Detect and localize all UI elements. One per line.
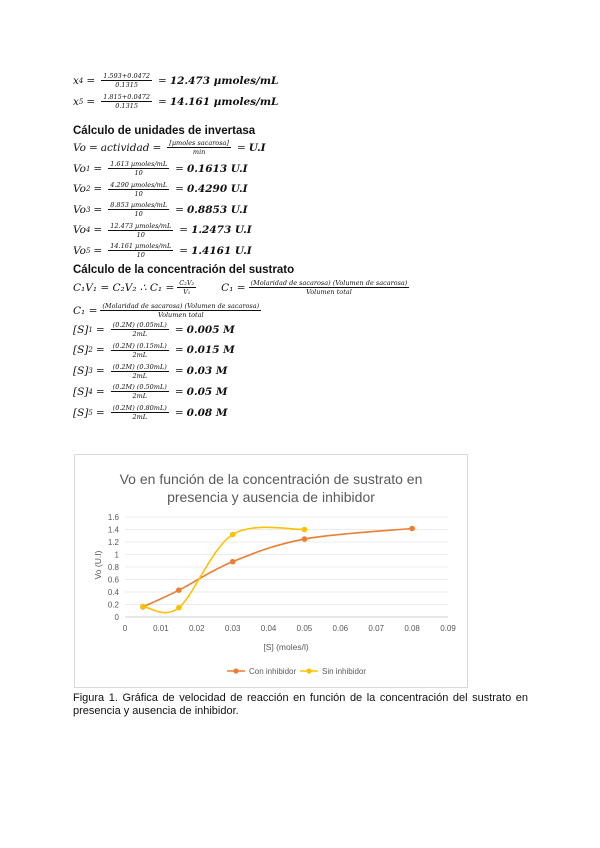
denominator: Volumen total — [306, 288, 352, 296]
chart-title-line2: presencia y ausencia de inhibidor — [167, 489, 375, 505]
equation-s-5: [S] 5 = $\frac{(0.2M) (0.80mL)}{2mL}$ = 0.08 M — [73, 404, 228, 422]
denominator: 2mL — [132, 350, 148, 359]
x-tick-label: 0.09 — [440, 624, 456, 633]
x-tick-label: 0.05 — [296, 624, 313, 633]
denominator: 0.1315 — [115, 81, 138, 89]
x-tick-label: 0.06 — [332, 624, 349, 633]
numerator: 14.161 µmoles/mL — [110, 242, 172, 250]
numerator: [µmoles sacarosa] — [169, 139, 229, 147]
heading-sustrato: Cálculo de la concentración del sustrato — [73, 264, 295, 276]
chart-title-line1: Vo en función de la concentración de sustrato en — [119, 471, 423, 487]
series-line-0 — [143, 528, 412, 606]
data-point — [230, 559, 236, 565]
denominator: 2mL — [132, 371, 148, 380]
fraction — [108, 242, 173, 259]
denominator: 10 — [134, 210, 143, 218]
fraction — [101, 93, 152, 110]
numerator: 4.290 µmoles/mL — [110, 180, 168, 189]
term: actividad — [100, 141, 150, 154]
fraction — [101, 72, 152, 89]
subscript: 4 — [78, 76, 84, 85]
y-tick-label: 1.4 — [107, 525, 119, 535]
var: [S] — [73, 344, 89, 357]
y-tick-label: 0.8 — [107, 563, 119, 572]
chart-grid — [125, 517, 448, 617]
denominator: 0.1315 — [115, 102, 138, 110]
result: U.I — [248, 141, 266, 154]
denominator: 2mL — [132, 330, 148, 338]
y-tick-label: 1.6 — [107, 513, 119, 522]
numerator: (Molaridad de sacarosa) (Volumen de sacarosa) — [250, 279, 408, 287]
term: C₁ = — [221, 281, 246, 294]
denominator: V₁ — [183, 288, 191, 296]
subscript: 2 — [88, 346, 93, 355]
denominator: 10 — [136, 251, 145, 259]
x-tick-label: 0 — [122, 624, 128, 633]
chart — [75, 455, 467, 687]
equation-vo-5: Vo 5 = $\frac{\text{14.161 µmoles/mL}}{10}$ = 1.4161 U.I — [73, 242, 252, 259]
fraction — [167, 139, 231, 156]
data-point — [230, 532, 236, 538]
equation-vo-3: Vo 3 = $\frac{\text{8.853 µmoles/mL}}{10}$ = 0.8853 U.I — [73, 201, 248, 218]
var: Vo — [73, 203, 86, 216]
result: 0.08 M — [186, 406, 228, 419]
fraction — [111, 404, 169, 421]
equation-x5: x 5 = $\frac{1.815+0.0472}{0.1315}$ = 14.161 µmoles/mL — [73, 93, 279, 110]
denominator: 10 — [134, 169, 143, 177]
chart-frame — [74, 454, 468, 688]
data-point — [140, 604, 146, 610]
fraction — [108, 222, 173, 239]
var: Vo — [73, 244, 86, 257]
var: [S] — [73, 406, 89, 419]
legend-label: Sin inhibidor — [322, 667, 367, 676]
result: 0.015 M — [186, 344, 235, 357]
subscript: 2 — [85, 185, 91, 193]
y-tick-label: 0.6 — [107, 575, 119, 585]
denominator: 10 — [136, 230, 145, 239]
y-tick-label: 0 — [114, 613, 119, 622]
legend-marker — [233, 668, 238, 673]
legend-label: Con inhibidor — [249, 667, 297, 676]
var: Vo — [73, 224, 86, 236]
y-tick-label: 1.2 — [107, 538, 119, 547]
data-point — [176, 587, 182, 593]
numerator: 12.473 µmoles/mL — [110, 221, 172, 230]
x-tick-label: 0.08 — [404, 624, 420, 633]
result: 12.473 µmoles/mL — [169, 74, 279, 87]
result: 0.005 M — [186, 323, 235, 336]
equation-vo-4: Vo 4 = $\frac{\text{12.473 µmoles/mL}}{10}$ = 1.2473 U.I — [73, 221, 252, 239]
data-point — [302, 536, 308, 542]
numerator: C₂V₂ — [179, 279, 195, 287]
var: Vo — [73, 141, 86, 154]
y-tick-label: 0.4 — [107, 588, 119, 597]
chart-legend — [227, 667, 366, 676]
subscript: 5 — [78, 97, 84, 106]
figure-caption: Figura 1. Gráfica de velocidad de reacción en función de la concentración del sustrato en presencia y ausencia de inhibidor. — [73, 692, 528, 717]
heading-invertasa: Cálculo de unidades de invertasa — [73, 125, 256, 137]
subscript: 3 — [85, 205, 91, 214]
var: Vo — [73, 183, 86, 195]
data-point — [302, 527, 308, 533]
subscript: 1 — [88, 325, 93, 334]
result: 0.4290 U.I — [186, 183, 248, 195]
fraction — [177, 279, 196, 296]
x-tick-label: 0.04 — [260, 624, 277, 633]
legend-marker — [306, 668, 311, 673]
numerator: (0.2M) (0.15mL) — [112, 341, 167, 350]
var: x — [73, 74, 79, 87]
numerator: 1.613 µmoles/mL — [110, 160, 168, 168]
x-tick-label: 0.03 — [224, 624, 241, 633]
numerator: (0.2M) (0.05mL) — [112, 321, 167, 329]
x-tick-label: 0.02 — [188, 624, 205, 633]
equation-x4: x 4 = $\frac{1.593+0.0472}{0.1315}$ = 12.473 µmoles/mL — [73, 72, 279, 89]
x-tick-label: 0.01 — [153, 624, 169, 633]
denominator: 2mL — [132, 413, 148, 422]
result: 14.161 µmoles/mL — [169, 95, 279, 108]
equation-c1 — [73, 302, 264, 319]
var: x — [73, 95, 79, 108]
result: 1.4161 U.I — [191, 244, 252, 257]
result: 1.2473 U.I — [191, 224, 252, 236]
result: 0.05 M — [186, 385, 228, 398]
equation-s-4: [S] 4 = $\frac{(0.2M) (0.50mL)}{2mL}$ = 0.05 M — [73, 383, 228, 401]
y-axis-label: Vo (U.I) — [93, 550, 103, 580]
equation-vo-2: Vo 2 = $\frac{\text{4.290 µmoles/mL}}{10}$ = 0.4290 U.I — [73, 180, 248, 198]
fraction — [108, 201, 169, 218]
numerator: (0.2M) (0.50mL) — [112, 383, 167, 392]
term: C₁ = — [73, 304, 98, 317]
equation-vo-definition: Vo = actividad = $\frac{\text{[µmoles sacarosa]}}{\min}$ = U.I — [73, 139, 266, 156]
denominator: Volumen total — [157, 311, 204, 319]
chart-ticks — [108, 513, 456, 633]
y-tick-label: 1 — [114, 550, 119, 560]
term: C₁V₁ = C₂V₂ ∴ C₁ = — [73, 281, 175, 294]
equation-s-1: [S] 1 = $\frac{(0.2M) (0.05mL)}{2mL}$ = 0.005 M — [73, 321, 235, 338]
fraction — [108, 160, 169, 177]
fraction — [111, 321, 169, 338]
numerator: 1.815+0.0472 — [103, 93, 151, 101]
var: Vo — [73, 162, 86, 175]
numerator: (0.2M) (0.80mL) — [112, 404, 167, 413]
fraction — [108, 181, 169, 198]
result: 0.1613 U.I — [186, 162, 248, 175]
numerator: 1.593+0.0472 — [103, 72, 151, 80]
equation-c1-derivation — [73, 279, 412, 296]
equation-s-2: [S] 2 = $\frac{(0.2M) (0.15mL)}{2mL}$ = 0.015 M — [73, 341, 235, 359]
series-line-1 — [143, 527, 305, 612]
fraction — [111, 363, 169, 380]
subscript: 5 — [88, 408, 93, 417]
denominator: 10 — [134, 189, 143, 198]
fraction — [100, 302, 261, 319]
subscript: 1 — [85, 164, 91, 173]
subscript: 5 — [85, 246, 91, 255]
x-tick-label: 0.07 — [368, 624, 385, 633]
subscript: 4 — [88, 387, 93, 396]
subscript: 3 — [88, 367, 93, 376]
equation-s-3: [S] 3 = $\frac{(0.2M) (0.30mL)}{2mL}$ = 0.03 M — [73, 362, 228, 380]
subscript: 4 — [85, 226, 91, 234]
var: [S] — [73, 385, 89, 398]
x-axis-label: [S] (moles/l) — [263, 642, 309, 652]
denominator: min — [192, 148, 206, 156]
fraction — [249, 279, 410, 296]
equation-vo-1: Vo 1 = $\frac{\text{1.613 µmoles/mL}}{10}$ = 0.1613 U.I — [73, 160, 248, 177]
numerator: 8.853 µmoles/mL — [110, 201, 168, 209]
var: [S] — [73, 323, 89, 336]
chart-series — [140, 526, 415, 613]
denominator: 2mL — [132, 392, 148, 401]
y-tick-label: 0.2 — [107, 600, 119, 610]
var: [S] — [73, 365, 89, 378]
fraction — [111, 342, 169, 359]
data-point — [409, 526, 415, 532]
result: 0.8853 U.I — [186, 203, 248, 216]
data-point — [176, 605, 182, 611]
numerator: (Molaridad de sacarosa) (Volumen de sacarosa) — [102, 302, 260, 310]
result: 0.03 M — [186, 365, 228, 378]
fraction — [111, 383, 169, 400]
numerator: (0.2M) (0.30mL) — [112, 362, 167, 371]
